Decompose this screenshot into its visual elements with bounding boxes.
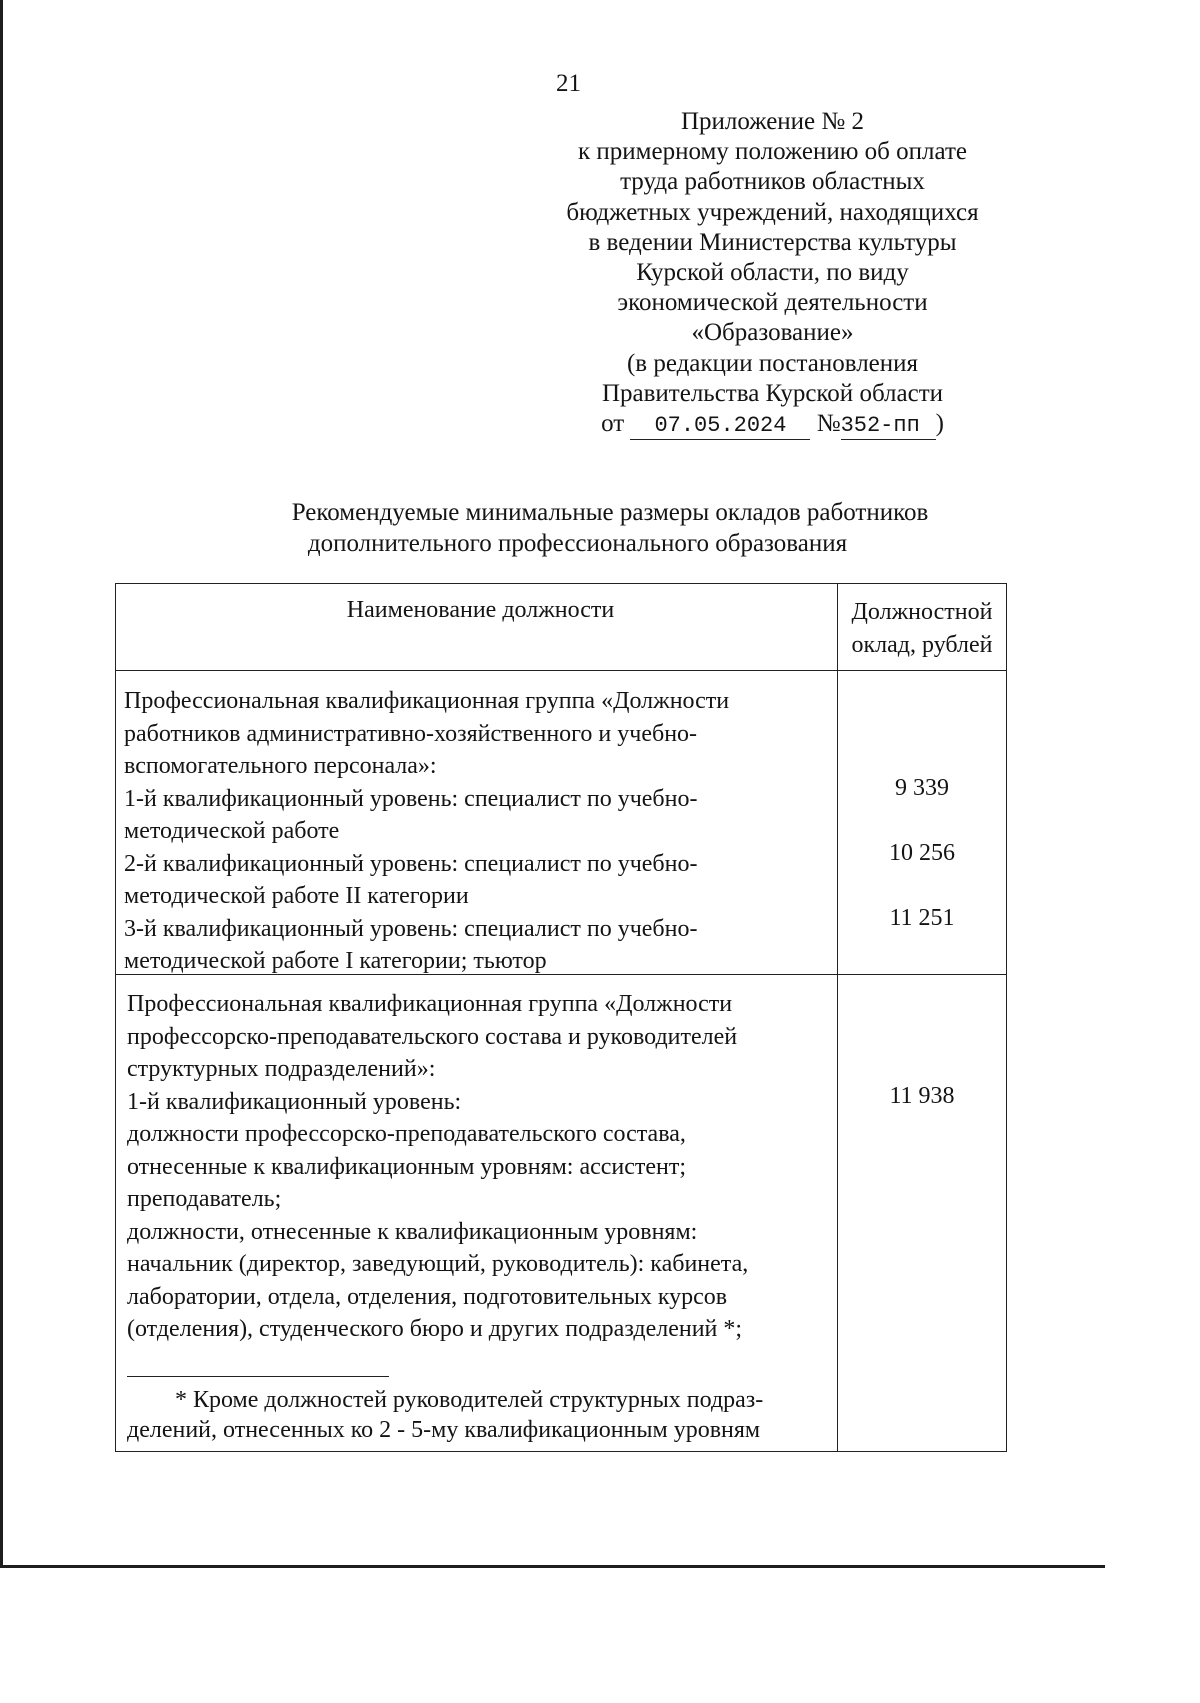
- group2-line: лаборатории, отдела, отделения, подготовительных курсов: [127, 1283, 728, 1310]
- title-line: Рекомендуемые минимальные размеры окладов работников: [291, 499, 929, 526]
- closing-paren: ): [935, 410, 944, 438]
- document-title: [250, 497, 970, 559]
- date-prefix: от: [601, 410, 625, 438]
- salary-value: 11 251: [889, 905, 955, 931]
- position-cell: [116, 975, 838, 1451]
- appendix-line: (в редакции постановления: [626, 349, 919, 377]
- group2-line: начальник (директор, заведующий, руководитель): кабинета,: [127, 1251, 749, 1277]
- group1-line: вспомогательного персонала»:: [124, 753, 437, 779]
- appendix-line: «Образование»: [691, 319, 854, 347]
- appendix-line: труда работников областных: [620, 168, 925, 196]
- group1-line: методической работе I категории; тьютор: [124, 948, 547, 974]
- group2-line: должности профессорско-преподавательского состава,: [127, 1121, 686, 1147]
- appendix-line: Правительства Курской области: [601, 379, 944, 407]
- salary-cell: [838, 975, 1006, 1451]
- footnote-divider: [127, 1376, 389, 1377]
- group2-line: профессорско-преподавательского состава и руководителей: [127, 1023, 738, 1050]
- position-cell: [116, 671, 838, 974]
- group2-line: (отделения), студенческого бюро и других подразделений *;: [127, 1316, 743, 1342]
- group1-line: работников административно-хозяйственного и учебно-: [124, 720, 698, 747]
- footnote-line: * Кроме должностей руководителей структурных подраз-: [175, 1386, 764, 1413]
- position-name-header-cell: [116, 584, 838, 670]
- appendix-line: Курской области, по виду: [636, 259, 909, 287]
- appendix-line: к примерному положению об оплате: [578, 138, 967, 166]
- group2-line: преподаватель;: [127, 1186, 282, 1212]
- resolution-number: 352-пп: [841, 413, 936, 440]
- footnote-line: делений, отнесенных ко 2 - 5-му квалификационным уровням: [127, 1416, 761, 1443]
- title-line: дополнительного профессионального образования: [307, 530, 848, 557]
- appendix-line: бюджетных учреждений, находящихся: [566, 198, 979, 226]
- group2-line: Профессиональная квалификационная группа «Должности: [127, 991, 733, 1017]
- group2-line: отнесенные к квалификационным уровням: ассистент;: [127, 1153, 687, 1180]
- group1-line: Профессиональная квалификационная группа «Должности: [124, 688, 730, 714]
- group1-line: 3-й квалификационный уровень: специалист по учебно-: [124, 915, 698, 942]
- salary-header-line: Должностной: [851, 599, 993, 625]
- salary-header: [838, 584, 1006, 662]
- resolution-date: 07.05.2024: [630, 413, 810, 440]
- salary-header-cell: [838, 584, 1006, 670]
- table-header-row: [116, 584, 1006, 671]
- salary-value: 9 339: [895, 775, 949, 801]
- group2-description: [124, 975, 837, 1445]
- resolution-reference: [540, 409, 1005, 440]
- salary-header-line: оклад, рублей: [851, 632, 993, 658]
- group2-line: 1-й квалификационный уровень:: [127, 1088, 462, 1115]
- group1-line: методической работе: [124, 818, 340, 844]
- group2-line: должности, отнесенные к квалификационным уровням:: [127, 1218, 698, 1245]
- number-prefix: №: [816, 410, 841, 438]
- position-name-header: Наименование должности: [346, 597, 615, 623]
- appendix-line: Приложение № 2: [680, 108, 865, 135]
- group1-line: 1-й квалификационный уровень: специалист по учебно-: [124, 785, 698, 812]
- scan-edge-bottom: [0, 1565, 1105, 1568]
- group1-line: методической работе II категории: [124, 883, 469, 909]
- appendix-line: в ведении Министерства культуры: [588, 228, 957, 256]
- group2-line: структурных подразделений»:: [127, 1056, 436, 1082]
- page-number: 21: [556, 70, 581, 97]
- group1-description: [124, 671, 837, 978]
- footnote: [127, 1385, 837, 1445]
- salary-value: 11 938: [889, 1083, 955, 1109]
- scan-edge-left: [0, 0, 3, 1568]
- table-row: [116, 975, 1006, 1451]
- group1-line: 2-й квалификационный уровень: специалист по учебно-: [124, 850, 698, 877]
- salary-value: 10 256: [889, 840, 955, 866]
- salary-table: [115, 583, 1007, 1452]
- appendix-header: [540, 107, 1005, 440]
- appendix-line: экономической деятельности: [617, 289, 928, 317]
